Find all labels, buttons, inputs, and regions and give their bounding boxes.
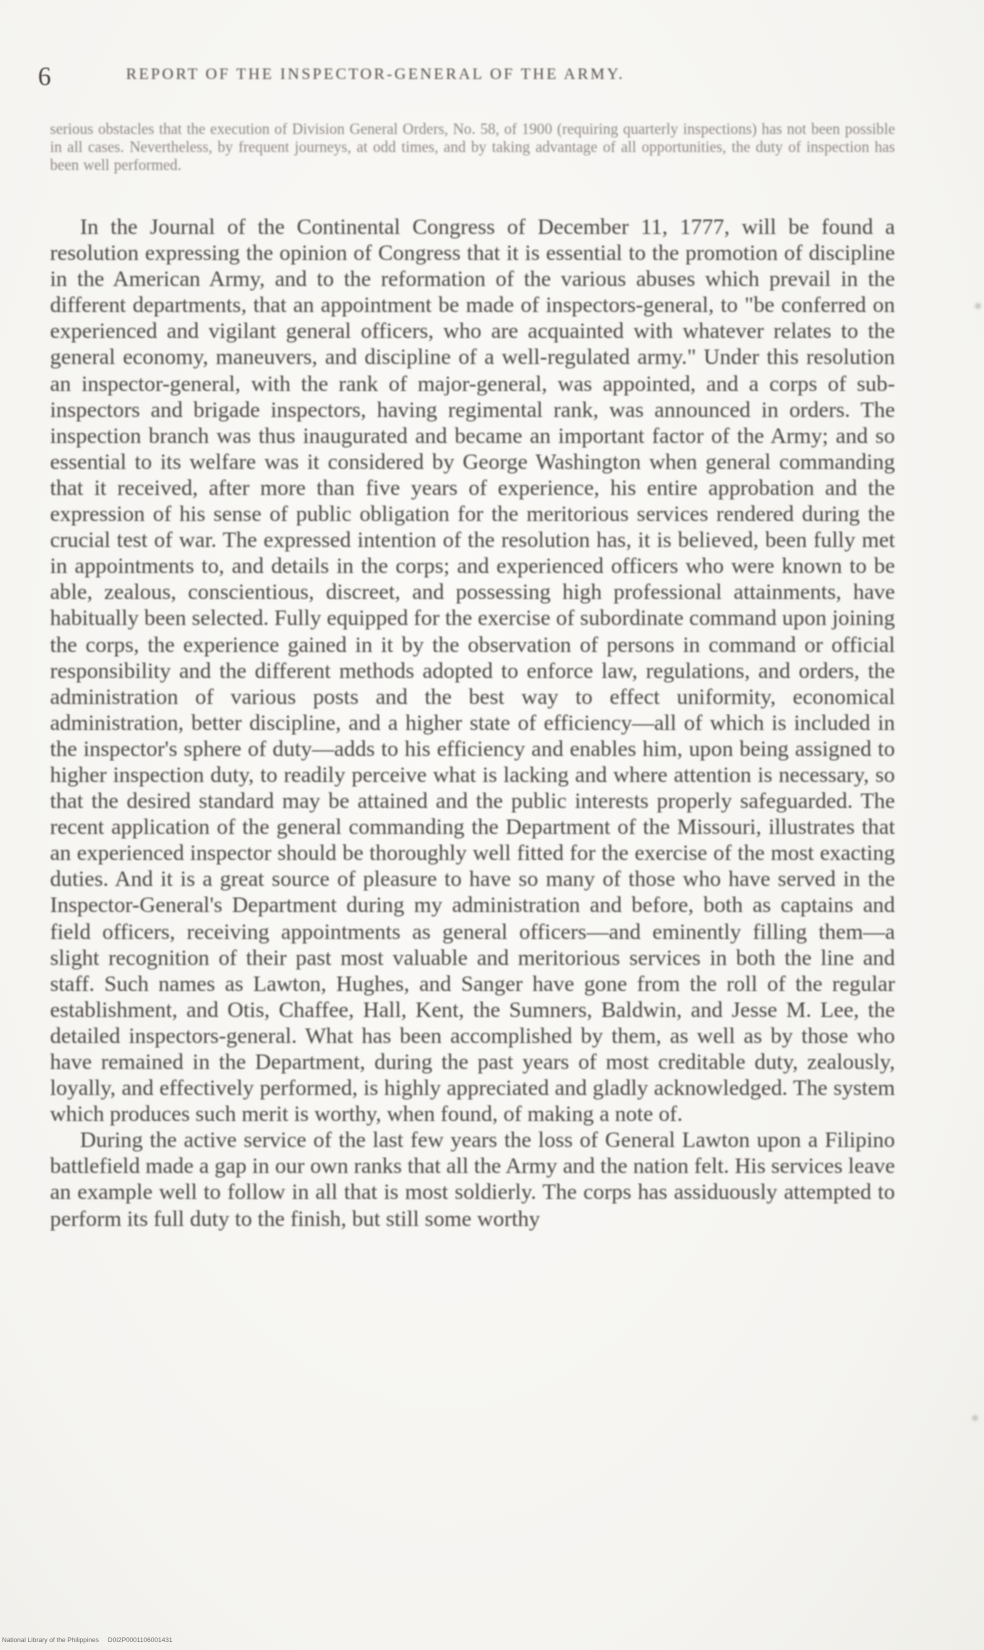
page-number: 6 [38, 62, 51, 91]
body-text [50, 214, 895, 1232]
running-head [38, 62, 878, 92]
library-credit: National Library of the Philippines [2, 1637, 99, 1644]
paragraph-general-lawton: During the active service of the last few years the loss of General Lawton upon a Filipino battlefield made a gap in our own ranks that all the Army and the nation felt. His services leave an example well to follow in all that is most soldierly. The corps has assiduously attempted to perform its full duty to the finish, but still some worthy [50, 1127, 895, 1231]
continued-paragraph: serious obstacles that the execution of Division General Orders, No. 58, of 1900 (requiring quarterly inspections) has not been possible in all cases. Nevertheless, by frequent journeys, at odd times, and by taking advantage of all opportunities, the duty of inspection has been well performed. [50, 121, 895, 174]
scan-footer [2, 1637, 172, 1644]
margin-blemish [972, 1415, 978, 1421]
margin-blemish [975, 303, 981, 309]
paragraph-continental-congress: In the Journal of the Continental Congress of December 11, 1777, will be found a resolution expressing the opinion of Congress that it is essential to the promotion of discipline in the American Army, and to the reformation of the various abuses which prevail in the different departments, that an appointment be made of inspectors-general, to "be conferred on experienced and vigilant general officers, who are acquainted with whatever relates to the general economy, maneuvers, and discipline of a well-regulated army." Under this resolution an inspector-general, with the rank of major-general, was appointed, and a corps of sub-inspectors and brigade inspectors, having regimental rank, was announced in orders. The inspection branch was thus inaugurated and became an important factor of the Army; and so essential to its welfare was it considered by George Washington when general commanding that it received, after more than five years of experience, his entire approbation and the expression of his sense of public obligation for the meritorious services rendered during the crucial test of war. The expressed intention of the resolution has, it is believed, been fully met in appointments to, and details in the corps; and experienced officers who were known to be able, zealous, conscientious, discreet, and possessing high professional attainments, have habitually been selected. Fully equipped for the exercise of subordinate command upon joining the corps, the experience gained in it by the observation of persons in command or official responsibility and the different methods adopted to enforce law, regulations, and orders, the administration of various posts and the best way to effect uniformity, economical administration, better discipline, and a higher state of efficiency—all of which is included in the inspector's sphere of duty—adds to his efficiency and enables him, upon being assigned to higher inspection duty, to readily perceive what is lacking and where attention is necessary, so that the desired standard may be attained and the public interests properly safeguarded. The recent application of the general commanding the Department of the Missouri, illustrates that an experienced inspector should be thoroughly well fitted for the exercise of the most exacting duties. And it is a great source of pleasure to have so many of those who have served in the Inspector-General's Department during my administration and before, both as captains and field officers, receiving appointments as general officers—and eminently filling them—a slight recognition of their past most valuable and meritorious services in both the line and staff. Such names as Lawton, Hughes, and Sanger have gone from the roll of the regular establishment, and Otis, Chaffee, Hall, Kent, the Sumners, Baldwin, and Jesse M. Lee, the detailed inspectors-general. What has been accomplished by them, as well as by those who have remained in the Department, during the past years of most creditable duty, zealously, loyally, and effectively performed, is highly appreciated and gladly acknowledged. The system which produces such merit is worthy, when found, of making a note of. [50, 214, 895, 1127]
running-head-title: REPORT OF THE INSPECTOR-GENERAL OF THE ARMY. [126, 66, 625, 83]
scan-code: D0I2P0001106001431 [107, 1637, 173, 1644]
